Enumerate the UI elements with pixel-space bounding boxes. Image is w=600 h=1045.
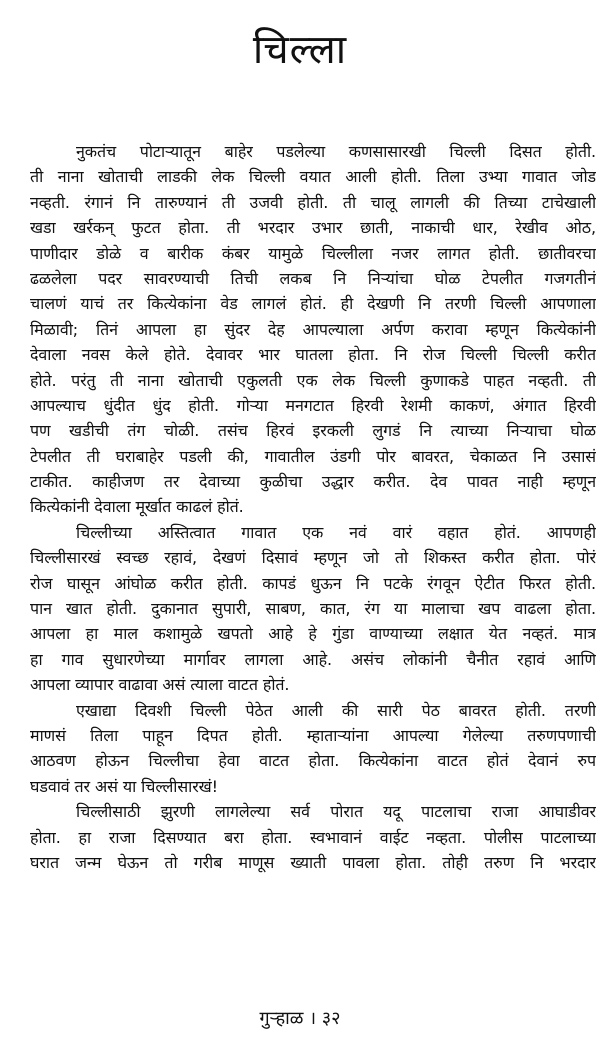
chapter-title: चिल्ला: [252, 27, 348, 73]
text-line: टाकीत. काहीजण तर देवाच्या कुळीचा उद्धार करीत. देव पावत नाही म्हणून: [30, 472, 596, 492]
text-line: पान खात होती. दुकानात सुपारी, साबण, कात, रंग या मालाचा खप वाढला होता.: [30, 599, 596, 619]
text-line: आठवण होऊन चिल्लीचा हेवा वाटत होता. कित्येकांना वाटत होतं देवानं रुप: [30, 751, 596, 771]
text-line: मिळावी; तिनं आपला हा सुंदर देह आपल्याला अर्पण करावा म्हणून कित्येकांनी: [30, 319, 596, 339]
text-line: ढळलेला पदर सावरण्याची तिची लकब नि निऱ्यांचा घोळ टेपलीत गजगतीनं: [30, 268, 596, 288]
text-line: एखाद्या दिवशी चिल्ली पेठेत आली की सारी पेठ बावरत होती. तरणी: [76, 700, 596, 720]
page-footer: गुऱ्हाळ । ३२: [259, 1008, 341, 1029]
text-line: आपला व्यापार वाढावा असं त्याला वाटत होतं.: [30, 675, 290, 695]
text-line: आपल्याच धुंदीत धुंद होती. गोऱ्या मनगटात हिरवी रेशमी काकणं, अंगात हिरवी: [30, 395, 596, 415]
text-line: देवाला नवस केले होते. देवावर भार घातला होता. नि रोज चिल्ली चिल्ली करीत: [30, 345, 596, 365]
text-line: होता. हा राजा दिसण्यात बरा होता. स्वभावानं वाईट नव्हता. पोलीस पाटलाच्या: [30, 827, 596, 847]
text-line: चिल्लीच्या अस्तित्वात गावात एक नवं वारं वहात होतं. आपणही: [76, 522, 596, 542]
text-line: माणसं तिला पाहून दिपत होती. म्हाताऱ्यांना आपल्या गेलेल्या तरुणपणाची: [30, 725, 596, 745]
text-line: आपला हा माल कशामुळे खपतो आहे हे गुंडा वाण्याच्या लक्षात येत नव्हतं. मात्र: [30, 624, 596, 644]
text-line: कित्येकांनी देवाला मूर्खात काढलं होतं.: [30, 497, 244, 517]
text-line: चालणं याचं तर कित्येकांना वेड लागलं होतं. ही देखणी नि तरणी चिल्ली आपणाला: [30, 294, 596, 314]
text-line: नुकतंच पोटाऱ्यातून बाहेर पडलेल्या कणसासारखी चिल्ली दिसत होती.: [76, 142, 596, 161]
text-line: टेपलीत ती घराबाहेर पडली की, गावातील उंडगी पोर बावरत, चेकाळत नि उसासं: [30, 446, 596, 466]
body-text: [30, 139, 596, 875]
text-line: चिल्लीसारखं स्वच्छ रहावं, देखणं दिसावं म्हणून जो तो शिकस्त करीत होता. पोरं: [30, 548, 596, 568]
text-line: नव्हती. रंगानं नि तारुण्यानं ती उजवी होती. ती चालू लागली की तिच्या टाचेखाली: [30, 192, 596, 212]
text-line: ती नाना खोताची लाडकी लेक चिल्ली वयात आली होती. तिला उभ्या गावात जोड: [30, 167, 596, 187]
text-line: घडवावं तर असं या चिल्लीसारखं!: [30, 776, 218, 796]
text-line: खडा खर्रकन् फुटत होता. ती भरदार उभार छाती, नाकाची धार, रेखीव ओठ,: [30, 218, 596, 238]
text-line: होते. परंतु ती नाना खोताची एकुलती एक लेक चिल्ली कुणाकडे पाहत नव्हती. ती: [30, 370, 596, 390]
text-line: हा गाव सुधारणेच्या मार्गावर लागला आहे. असंच लोकांनी चैनीत रहावं आणि: [30, 649, 596, 669]
text-line: चिल्लीसाठी झुरणी लागलेल्या सर्व पोरात यदू पाटलाचा राजा आघाडीवर: [76, 802, 596, 822]
text-line: पण खडीची तंग चोळी. तसंच हिरवं इरकली लुगडं नि त्याच्या निऱ्याचा घोळ: [30, 421, 596, 441]
text-line: पाणीदार डोळे व बारीक कंबर यामुळे चिल्लीला नजर लागत होती. छातीवरचा: [30, 243, 596, 263]
text-line: घरात जन्म घेऊन तो गरीब माणूस ख्याती पावला होता. तोही तरुण नि भरदार: [30, 852, 596, 872]
text-line: रोज घासून आंघोळ करीत होती. कापडं धुऊन नि पटके रंगवून ऐटीत फिरत होती.: [30, 573, 596, 593]
